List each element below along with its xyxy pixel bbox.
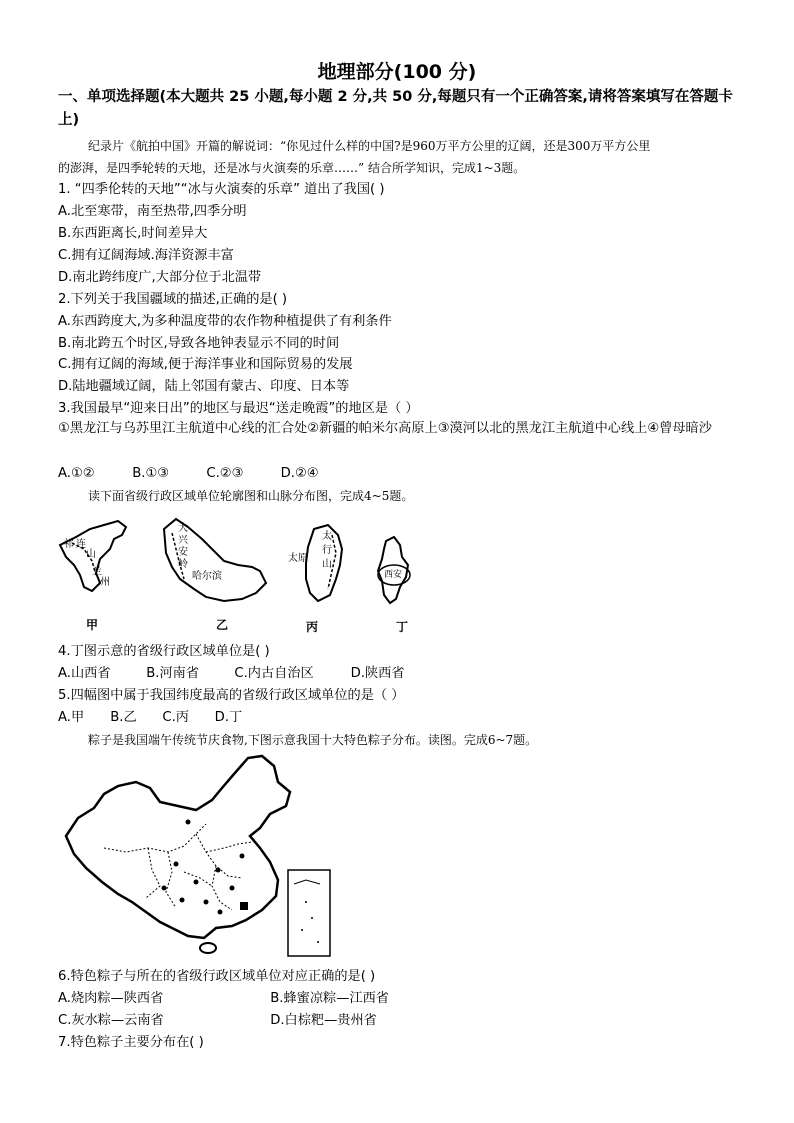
question-6-option-b: B.蜂蜜凉粽—江西省 [270, 991, 389, 1006]
question-5-option-d: D.丁 [214, 710, 243, 725]
question-6-option-a: A.烧肉粽—陕西省 [58, 991, 164, 1006]
question-3-options [58, 465, 351, 483]
label-haerbin: 哈尔滨 [192, 571, 222, 582]
caption-jia: 甲 [86, 618, 99, 632]
question-6-option-d: D.白棕粑—贵州省 [270, 1013, 377, 1028]
question-3-option-b: B.①③ [132, 466, 170, 481]
question-3-description: ①黑龙江与乌苏里江主航道中心线的汇合处②新疆的帕米尔高原上③漠河以北的黑龙江主航道中心线上④曾母暗沙 [58, 421, 712, 436]
province-outline-figure [56, 509, 428, 637]
question-4-stem: 4.丁图示意的省级行政区域单位是( ) [58, 644, 270, 659]
question-6-option-c: C.灰水粽—云南省 [58, 1013, 164, 1028]
question-3-option-a: A.①② [58, 466, 95, 481]
intro-passage-3: 粽子是我国端午传统节庆食物,下图示意我国十大特色粽子分布。读图。完成6~7题。 [88, 733, 538, 747]
question-1-option-c: C.拥有辽阔海域.海洋资源丰富 [58, 248, 234, 263]
question-4-options [58, 665, 435, 683]
china-map-svg [56, 752, 338, 962]
question-1-option-d: D.南北跨纬度广,大部分位于北温带 [58, 270, 262, 285]
question-7-stem: 7.特色粽子主要分布在( ) [58, 1035, 204, 1050]
question-2-option-a: A.东西跨度大,为多种温度带的农作物种植提供了有利条件 [58, 314, 392, 329]
hainan-outline [200, 943, 216, 953]
question-4-option-d: D.陕西省 [350, 666, 405, 681]
intro-passage-1: 纪录片《航拍中国》开篇的解说词：“你见过什么样的中国?是960万平方公里的辽阔，还是300万平方公里 [88, 139, 651, 153]
inset-coast [294, 880, 320, 884]
question-4-option-a: A.山西省 [58, 666, 111, 681]
question-2-option-d: D.陆地疆域辽阔，陆上邻国有蒙古、印度、日本等 [58, 379, 350, 394]
label-xing: 兴 [178, 535, 188, 546]
question-5-options [58, 709, 263, 727]
taiwan-mark [240, 902, 248, 910]
zongzi-point [174, 862, 179, 867]
question-5-option-a: A.甲 [58, 710, 85, 725]
label-tai: 太 [322, 531, 332, 542]
label-shan-2: 山 [322, 559, 332, 570]
zongzi-point [162, 886, 167, 891]
china-zongzi-map [56, 752, 338, 962]
zongzi-point [240, 854, 245, 859]
inset-island [317, 941, 319, 943]
label-lian: 连 [76, 539, 86, 550]
label-zhou: 州 [100, 577, 110, 588]
inset-island [311, 917, 313, 919]
question-3-option-d: D.②④ [280, 466, 319, 481]
caption-bing: 丙 [306, 620, 319, 634]
province-outline-svg [56, 509, 428, 637]
section-heading: 一、单项选择题(本大题共 25 小题,每小题 2 分,共 50 分,每题只有一个正确答案,请将答案填写在答题卡上) [58, 89, 733, 128]
question-1-stem: 1. “四季伦转的天地”“冰与火演奏的乐章” 道出了我国( ) [58, 182, 385, 197]
label-an: 安 [178, 547, 188, 558]
label-da: 大 [178, 523, 188, 534]
intro-passage-1-cont: 的澎湃，是四季轮转的天地，还是冰与火演奏的乐章……” 结合所学知识，完成1~3题。 [58, 161, 526, 175]
question-3-option-c: C.②③ [206, 466, 244, 481]
zongzi-point [186, 820, 191, 825]
question-4-option-b: B.河南省 [146, 666, 200, 681]
question-5-option-b: B.乙 [110, 710, 137, 725]
zongzi-point [230, 886, 235, 891]
label-qi: 祁 [64, 539, 74, 550]
question-6-options-row-2 [58, 1012, 377, 1030]
zongzi-point [218, 910, 223, 915]
question-2-option-c: C.拥有辽阔的海域,便于海洋事业和国际贸易的发展 [58, 357, 353, 372]
label-xian: 西安 [384, 570, 403, 580]
inset-island [301, 929, 303, 931]
label-shan-1: 山 [86, 549, 96, 560]
question-4-option-c: C.内古自治区 [234, 666, 314, 681]
label-lan: 兰 [92, 567, 102, 578]
caption-yi: 乙 [216, 618, 229, 632]
question-1-option-a: A.北至寒带，南至热带,四季分明 [58, 204, 247, 219]
caption-ding: 丁 [396, 620, 409, 634]
question-3-stem: 3.我国最早“迎来日出”的地区与最迟“送走晚霞”的地区是（ ） [58, 401, 419, 416]
china-outline [66, 756, 290, 938]
question-6-options-row-1 [58, 990, 389, 1008]
zongzi-point [204, 900, 209, 905]
label-ling: 岭 [178, 559, 188, 570]
question-5-option-c: C.丙 [162, 710, 189, 725]
question-6-stem: 6.特色粽子与所在的省级行政区域单位对应正确的是( ) [58, 969, 376, 984]
question-2-stem: 2.下列关于我国疆域的描述,正确的是( ) [58, 292, 288, 307]
label-taiyuan: 太原 [288, 553, 308, 564]
zongzi-point [194, 880, 199, 885]
zongzi-point [180, 898, 185, 903]
zongzi-point [216, 868, 221, 873]
inset-island [305, 901, 307, 903]
question-2-option-b: B.南北跨五个时区,导致各地钟表显示不同的时间 [58, 336, 340, 351]
south-china-sea-inset [288, 870, 330, 956]
question-5-stem: 5.四幅图中属于我国纬度最高的省级行政区域单位的是（ ） [58, 688, 405, 703]
page-title: 地理部分(100 分) [317, 61, 477, 83]
question-1-option-b: B.东西距离长,时间差异大 [58, 226, 208, 241]
label-hang: 行 [322, 545, 332, 556]
province-boundaries [104, 824, 252, 910]
intro-passage-2: 读下面省级行政区域单位轮廓图和山脉分布图，完成4~5题。 [88, 489, 414, 503]
